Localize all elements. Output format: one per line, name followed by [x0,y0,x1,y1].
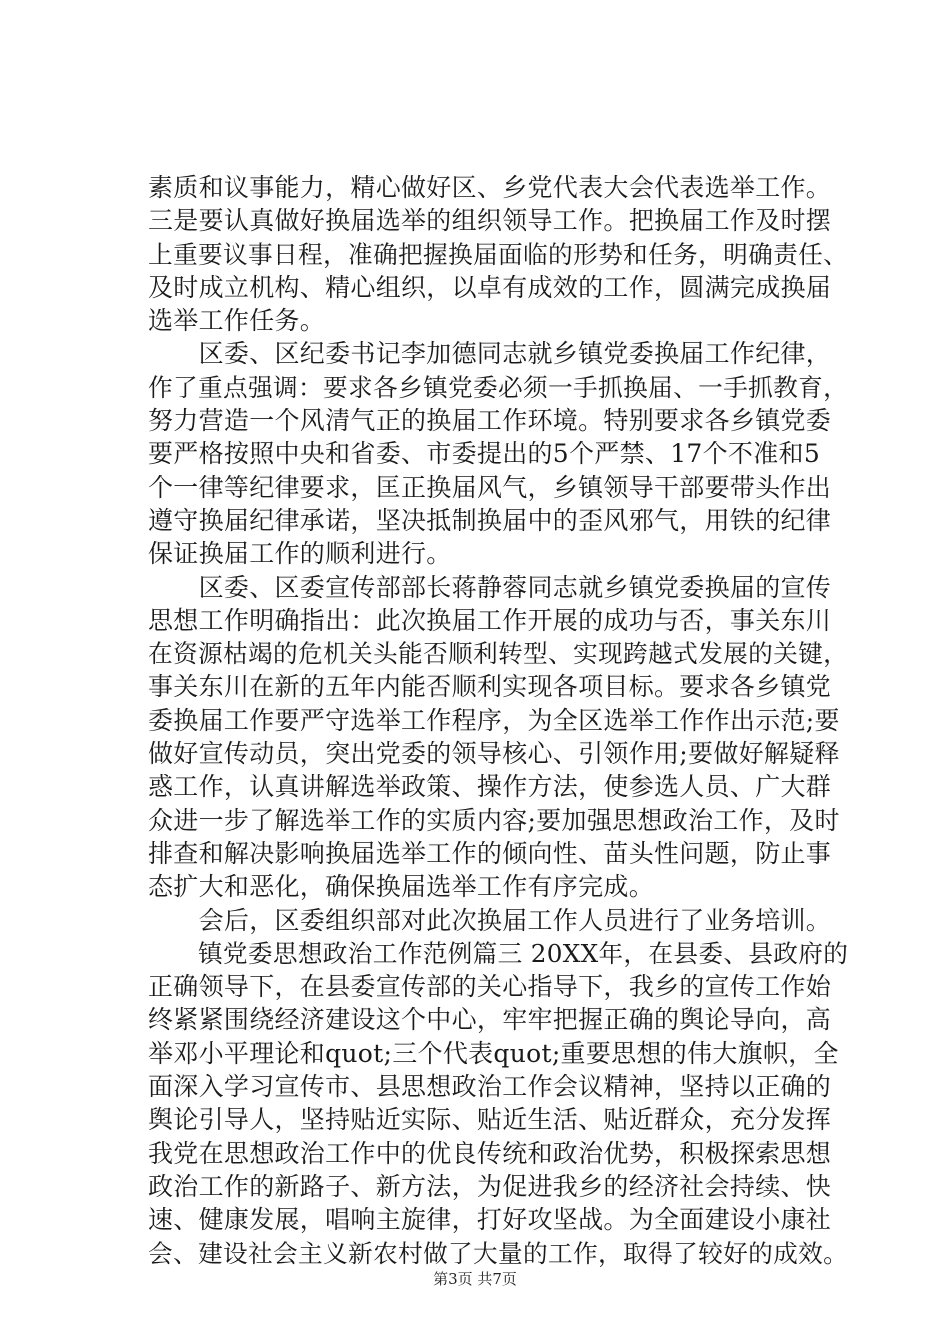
text-line: 作了重点强调：要求各乡镇党委必须一手抓换届、一手抓教育， [148,372,849,402]
text-line: 正确领导下，在县委宣传部的关心指导下，我乡的宣传工作始 [148,972,832,1002]
text-line: 举邓小平理论和quot;三个代表quot;重要思想的伟大旗帜，全 [148,1038,839,1068]
text-line: 在资源枯竭的危机关头能否顺利转型、实现跨越式发展的关键， [148,639,849,669]
text-line: 及时成立机构、精心组织，以卓有成效的工作，圆满完成换届 [148,272,832,302]
text-line: 会、建设社会主义新农村做了大量的工作，取得了较好的成效。 [148,1238,849,1268]
text-line: 选举工作任务。 [148,306,326,336]
text-line: 会后，区委组织部对此次换届工作人员进行了业务培训。 [148,905,832,935]
text-line: 区委、区委宣传部部长蒋静蓉同志就乡镇党委换届的宣传 [148,572,832,602]
text-line: 上重要议事日程，准确把握换届面临的形势和任务，明确责任、 [148,239,849,269]
text-line: 三是要认真做好换届选举的组织领导工作。把换届工作及时摆 [148,206,832,236]
text-line: 终紧紧围绕经济建设这个中心，牢牢把握正确的舆论导向，高 [148,1005,832,1035]
text-line: 素质和议事能力，精心做好区、乡党代表大会代表选举工作。 [148,173,832,202]
text-line: 政治工作的新路子、新方法，为促进我乡的经济社会持续、快 [148,1171,832,1201]
text-line: 排查和解决影响换届选举工作的倾向性、苗头性问题，防止事 [148,838,832,868]
body-text [148,171,848,1270]
text-line: 我党在思想政治工作中的优良传统和政治优势，积极探索思想 [148,1138,832,1168]
text-line: 个一律等纪律要求，匡正换届风气，乡镇领导干部要带头作出 [148,472,832,502]
text-line: 遵守换届纪律承诺，坚决抵制换届中的歪风邪气，用铁的纪律 [148,505,832,535]
text-line: 惑工作，认真讲解选举政策、操作方法，使参选人员、广大群 [148,772,832,802]
text-line: 思想工作明确指出：此次换届工作开展的成功与否，事关东川 [148,605,832,635]
text-line: 事关东川在新的五年内能否顺利实现各项目标。要求各乡镇党 [148,672,832,702]
text-line: 速、健康发展，唱响主旋律，打好攻坚战。为全面建设小康社 [148,1205,832,1235]
text-line: 做好宣传动员，突出党委的领导核心、引领作用;要做好解疑释 [148,739,840,769]
text-line: 委换届工作要严守选举工作程序，为全区选举工作作出示范;要 [148,705,840,735]
text-line: 努力营造一个风清气正的换届工作环境。特别要求各乡镇党委 [148,406,832,436]
text-line: 众进一步了解选举工作的实质内容;要加强思想政治工作，及时 [148,805,840,835]
text-line: 镇党委思想政治工作范例篇三 20XX年，在县委、县政府的 [148,938,849,968]
page-footer: 第3页 共7页 [433,1270,517,1288]
text-line: 面深入学习宣传市、县思想政治工作会议精神，坚持以正确的 [148,1072,832,1102]
text-line: 要严格按照中央和省委、市委提出的5个严禁、17个不准和5 [148,439,821,469]
text-line: 区委、区纪委书记李加德同志就乡镇党委换届工作纪律， [148,339,832,369]
text-line: 舆论引导人，坚持贴近实际、贴近生活、贴近群众，充分发挥 [148,1105,832,1135]
text-line: 保证换届工作的顺利进行。 [148,539,452,569]
text-line: 态扩大和恶化，确保换届选举工作有序完成。 [148,872,655,902]
